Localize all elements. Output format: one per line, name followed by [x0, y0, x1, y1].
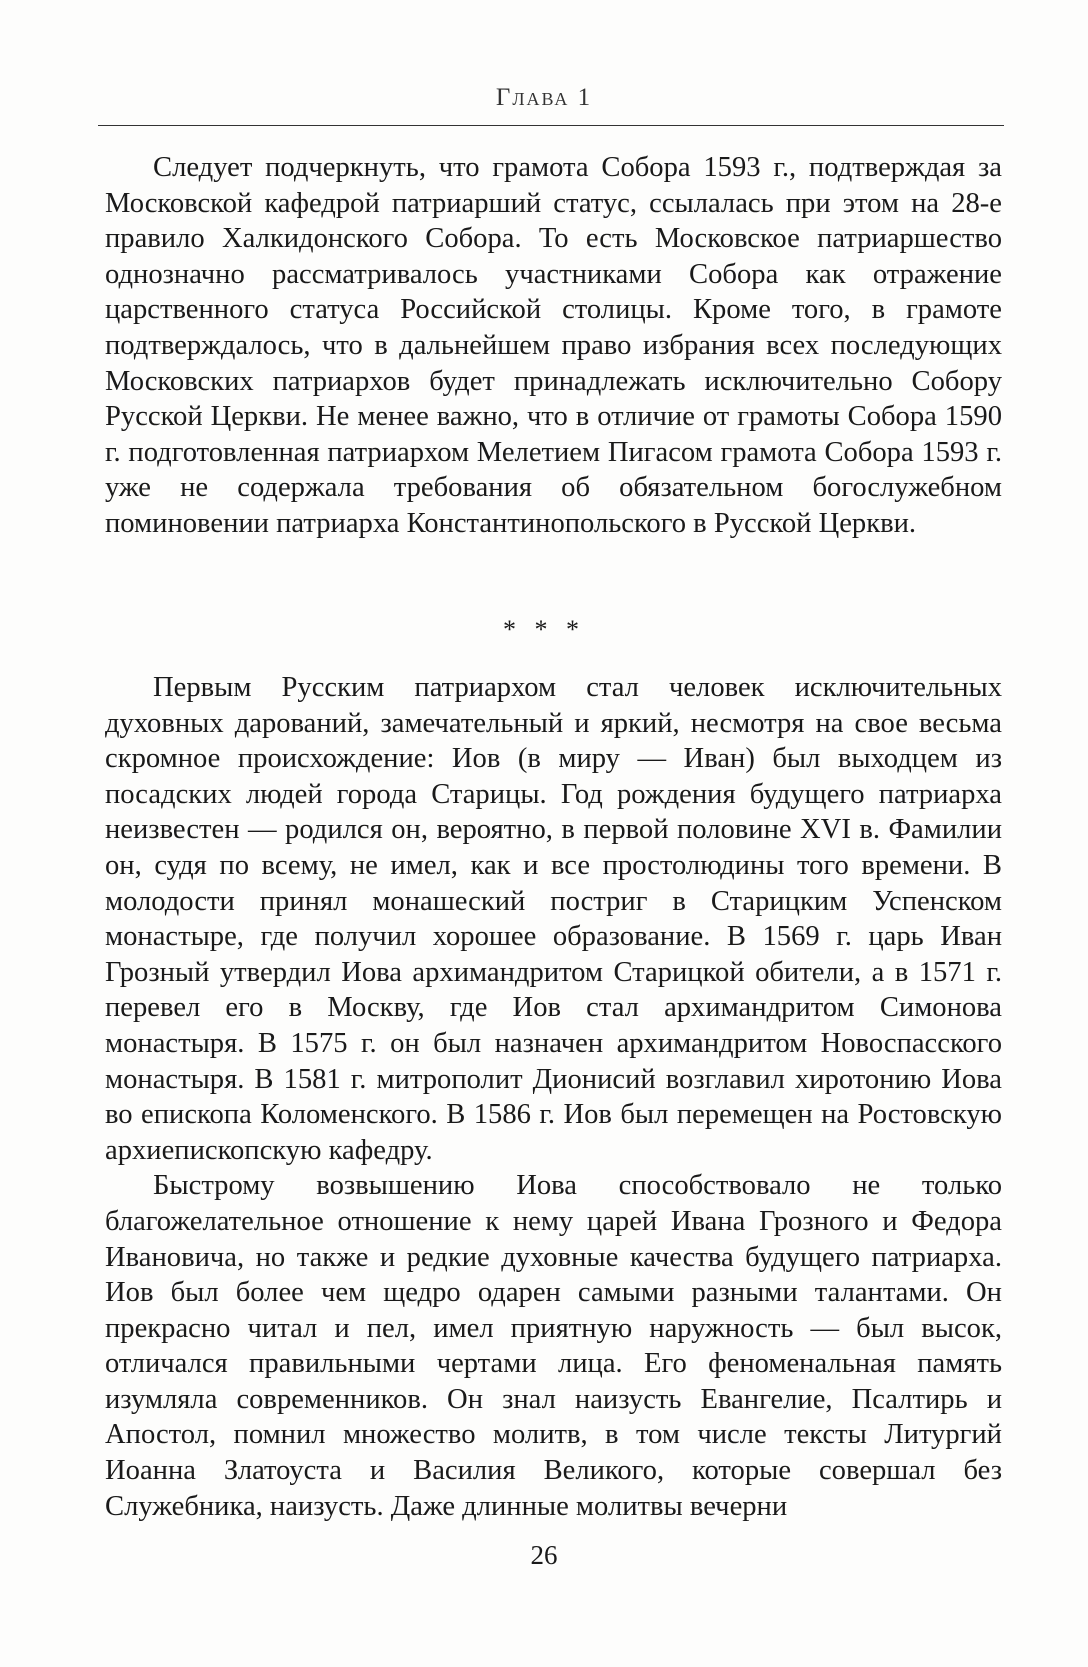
page-number: 26 — [530, 1540, 558, 1570]
paragraph: Следует подчеркнуть, что грамота Собора 1593 г., подтверждая за Московской кафедрой патриарший статус, ссылалась при этом на 28-е правило Халкидонского Собора. То есть Московское патриаршество однозначно рассматривалось участниками Собора как отражение царственного статуса Российской столицы. Кроме того, в грамоте подтверждалось, что в дальнейшем право избрания всех последующих Московских патриархов будет принадлежать исключительно Собору Русской Церкви. Не менее важно, что в отличие от грамоты Собора 1590 г. подготовленная патриархом Мелетием Пигасом грамота Собора 1593 г. уже не содержала требования об обязательном богослужебном поминовении патриарха Константинопольского в Русской Церкви. — [105, 152, 1002, 539]
text-block-second — [105, 670, 1002, 1524]
section-separator: * * * — [503, 615, 585, 644]
paragraph: Первым Русским патриархом стал человек исключительных духовных дарований, замечательный и яркий, несмотря на свое весьма скромное происхождение: Иов (в миру — Иван) был выходцем из посадских людей города Старицы. Год рождения будущего патриарха неизвестен — родился он, вероятно, в первой половине XVI в. Фамилии он, судя по всему, не имел, как и все простолюдины того времени. В молодости принял монашеский постриг в Старицким Успенском монастыре, где получил хорошее образование. В 1569 г. царь Иван Грозный утвердил Иова архимандритом Старицкой обители, а в 1571 г. перевел его в Москву, где Иов стал архимандритом Симонова монастыря. В 1575 г. он был назначен архимандритом Новоспасского монастыря. В 1581 г. митрополит Дионисий возглавил хиротонию Иова во епископа Коломенского. В 1586 г. Иов был перемещен на Ростовскую архиепископскую кафедру. — [105, 672, 1002, 1166]
running-head: Глава 1 — [495, 84, 593, 111]
header-rule — [98, 125, 1004, 126]
paragraph: Быстрому возвышению Иова способствовало не только благожелательное отношение к нему царей Ивана Грозного и Федора Ивановича, но также и редкие духовные качества будущего патриарха. Иов был более чем щедро одарен самыми разными талантами. Он прекрасно читал и пел, имел приятную наружность — был высок, отличался правильными чертами лица. Его феноменальная память изумляла современников. Он знал наизусть Евангелие, Псалтирь и Апостол, помнил множество молитв, в том числе тексты Литургий Иоанна Златоуста и Василия Великого, которые совершал без Служебника, наизусть. Даже длинные молитвы вечерни — [105, 1170, 1002, 1522]
text-block-first — [105, 150, 1002, 542]
